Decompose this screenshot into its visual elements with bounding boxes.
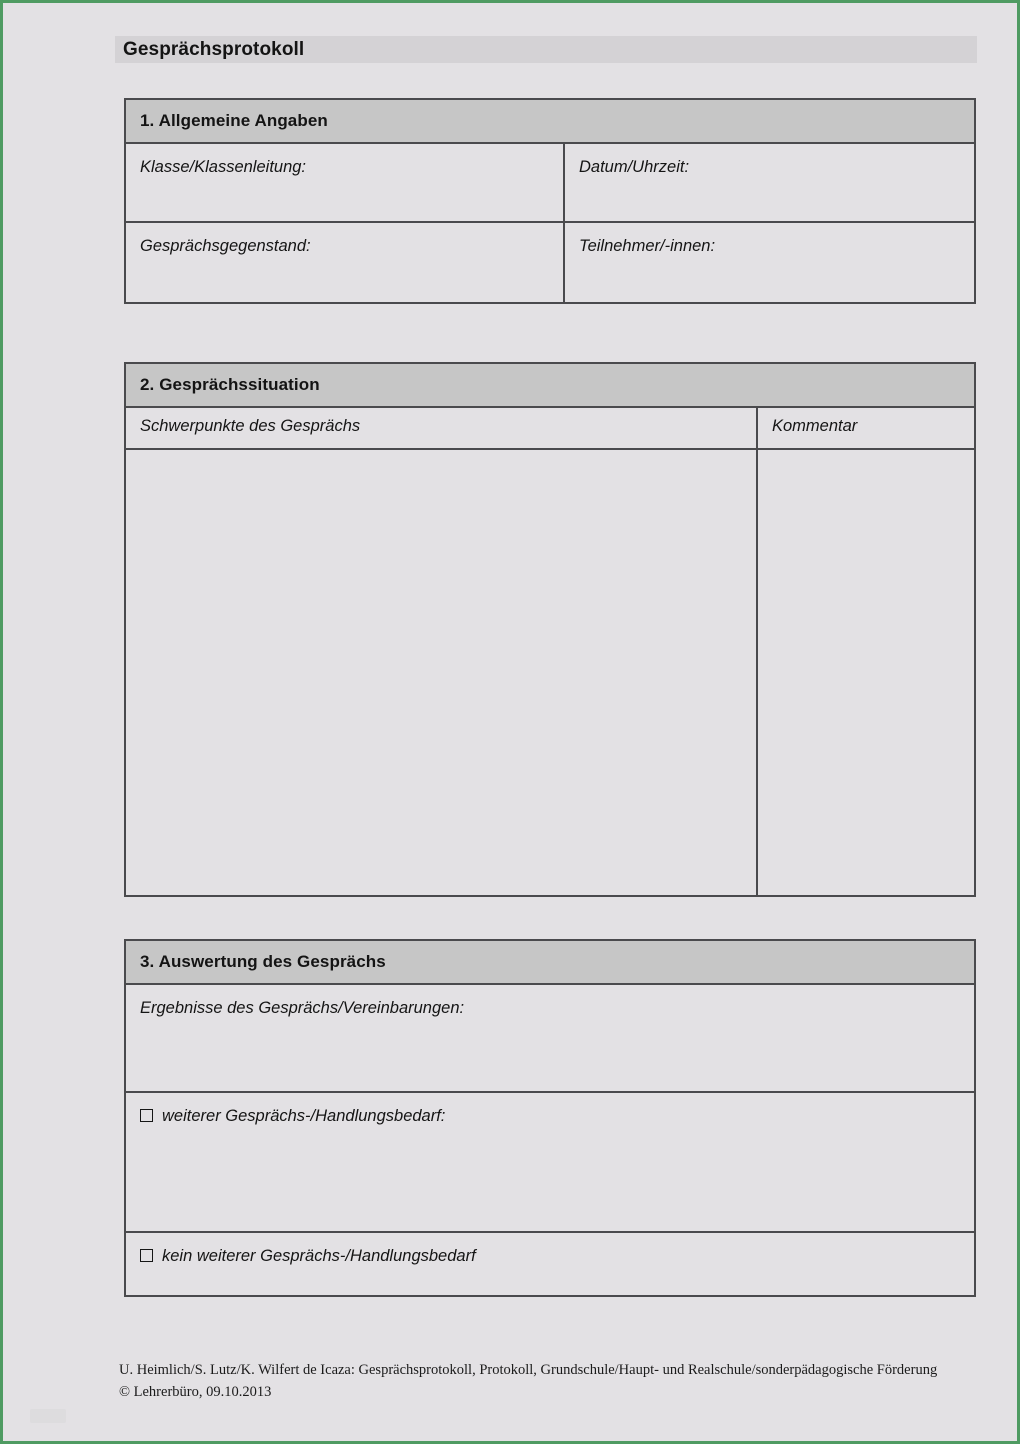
- column-header-label-schwerpunkte: Schwerpunkte des Gesprächs: [140, 417, 361, 435]
- section-auswertung-des-gespraechs: [124, 939, 976, 1297]
- column-header-kommentar: [758, 408, 974, 448]
- section-three-row-results: [126, 985, 974, 1093]
- section-three-heading: 3. Auswertung des Gesprächs: [140, 952, 386, 971]
- page-title: Gesprächsprotokoll: [123, 38, 305, 60]
- field-datum-uhrzeit[interactable]: [565, 144, 974, 221]
- section-three-row-weiterer-bedarf: [126, 1093, 974, 1233]
- section-one-heading: 1. Allgemeine Angaben: [140, 111, 328, 130]
- document-page: [3, 3, 1017, 1441]
- document-footer: [119, 1360, 999, 1404]
- section-two-header: [126, 364, 974, 408]
- section-allgemeine-angaben: [124, 98, 976, 304]
- section-one-header: [126, 100, 974, 144]
- checkbox-line-weiterer-bedarf[interactable]: [140, 1107, 974, 1126]
- section-two-heading: 2. Gesprächssituation: [140, 375, 320, 394]
- section-gespraechssituation: [124, 362, 976, 897]
- field-label-teilnehmer-innen: Teilnehmer/-innen:: [579, 237, 716, 255]
- section-three-header: [126, 941, 974, 985]
- field-label-gespraechsgegenstand: Gesprächsgegenstand:: [140, 237, 311, 255]
- field-teilnehmer-innen[interactable]: [565, 223, 974, 302]
- input-area-schwerpunkte[interactable]: [126, 450, 758, 895]
- field-weiterer-gespraechsbedarf[interactable]: [126, 1093, 974, 1231]
- checkbox-icon[interactable]: [140, 1249, 153, 1262]
- footer-copyright-line: © Lehrerbüro, 09.10.2013: [119, 1383, 272, 1400]
- input-area-kommentar[interactable]: [758, 450, 974, 895]
- section-two-column-headers: [126, 408, 974, 450]
- section-one-row-1: [126, 144, 974, 223]
- field-gespraechsgegenstand[interactable]: [126, 223, 565, 302]
- section-two-body-row: [126, 450, 974, 895]
- section-one-row-2: [126, 223, 974, 302]
- column-header-schwerpunkte: [126, 408, 758, 448]
- checkbox-label-kein-bedarf: kein weiterer Gesprächs-/Handlungsbedarf: [162, 1247, 476, 1265]
- checkbox-label-weiterer-bedarf: weiterer Gesprächs-/Handlungsbedarf:: [162, 1107, 446, 1125]
- footer-citation-line: U. Heimlich/S. Lutz/K. Wilfert de Icaza: Gesprächsprotokoll, Protokoll, Grundschule/Haupt- und Realschule/sonderpädagogische Förderung: [119, 1362, 938, 1378]
- checkbox-icon[interactable]: [140, 1109, 153, 1122]
- scan-artifact-smudge: [30, 1409, 66, 1423]
- column-header-label-kommentar: Kommentar: [772, 417, 858, 435]
- field-ergebnisse-vereinbarungen[interactable]: [126, 985, 974, 1091]
- field-kein-weiterer-gespraechsbedarf[interactable]: [126, 1233, 974, 1295]
- field-klasse-klassenleitung[interactable]: [126, 144, 565, 221]
- checkbox-line-kein-bedarf[interactable]: [140, 1247, 974, 1266]
- document-title-band: [115, 36, 977, 63]
- field-label-ergebnisse-vereinbarungen: Ergebnisse des Gesprächs/Vereinbarungen:: [140, 999, 465, 1017]
- field-label-klasse-klassenleitung: Klasse/Klassenleitung:: [140, 158, 307, 176]
- field-label-datum-uhrzeit: Datum/Uhrzeit:: [579, 158, 690, 176]
- section-three-row-kein-bedarf: [126, 1233, 974, 1295]
